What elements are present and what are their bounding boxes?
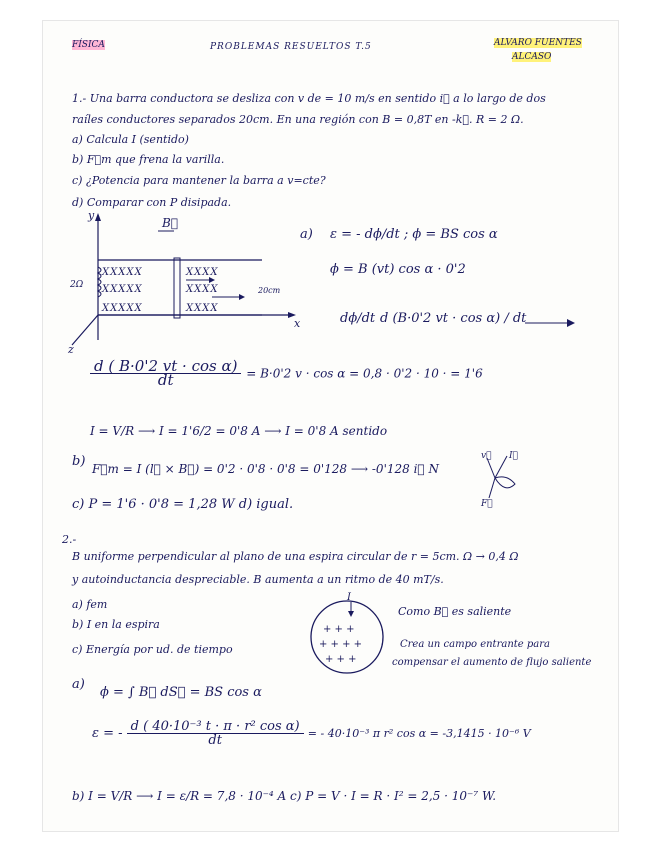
subject-tag: FÍSICA: [72, 40, 105, 50]
p1-eq-flux: ϕ = B (vt) cos α · 0'2: [330, 262, 466, 277]
svg-text:XXXX: XXXX: [186, 303, 219, 314]
problem1-question-a: a) Calcula I (sentido): [72, 133, 189, 146]
rail-bar-diagram: [62, 205, 302, 355]
diagram-axis-z: z: [68, 343, 74, 355]
problem2-question-b: b) I en la espira: [72, 618, 160, 631]
p2-note-line1: Como B⃗ es saliente: [398, 605, 512, 618]
p1-eq-power: c) P = 1'6 · 0'8 = 1,28 W d) igual.: [72, 497, 294, 512]
p1-answer-b-label: b): [72, 454, 86, 469]
p1-eq-derivative-mid: d (B·0'2 vt · cos α) / dt: [380, 311, 527, 326]
p2-eq-flux: ϕ = ∫ B⃗ dS⃗ = BS cos α: [100, 685, 262, 700]
p2-frac-num: d ( 40·10⁻³ t · π · r² cos α): [127, 720, 304, 734]
page-title: PROBLEMAS RESUELTOS T.5: [210, 42, 372, 52]
svg-text:XXXXX: XXXXX: [102, 303, 143, 314]
svg-text:+ + + +: + + + +: [319, 639, 363, 650]
sketch-label-f: F⃗: [481, 499, 493, 508]
problem1-question-d: d) Comparar con P disipada.: [72, 196, 232, 209]
problem2-number: 2.-: [62, 533, 77, 546]
problem2-question-a: a) fem: [72, 598, 108, 611]
diagram-axis-y: y: [88, 209, 95, 222]
p1-frac-den: dt: [157, 371, 174, 389]
sketch-label-i: I⃗: [509, 451, 518, 461]
author-name: ALVARO FUENTES: [494, 38, 582, 48]
force-vector-sketch: [465, 448, 525, 508]
p2-eq-current-power: b) I = V/R ⟶ I = ε/R = 7,8 · 10⁻⁴ A c) P = V · I = R · I² = 2,5 · 10⁻⁷ W.: [72, 789, 497, 803]
p2-emf-left: ε = -: [92, 726, 123, 741]
p1-answer-a-label: a): [300, 227, 313, 242]
p2-eq-emf: [92, 720, 531, 747]
p2-note-line3: compensar el aumento de flujo saliente: [392, 657, 592, 668]
diagram-axis-x: x: [294, 317, 301, 330]
diagram-distance-label: 20cm: [258, 286, 281, 295]
loop-current-label: I: [347, 592, 351, 603]
p1-frac-num: d ( B·0'2 vt · cos α): [90, 360, 241, 374]
sketch-label-v: v⃗: [481, 451, 492, 461]
p2-answer-a-label: a): [72, 677, 85, 692]
p1-eq-emf: ε = - dϕ/dt ; ϕ = BS cos α: [330, 227, 498, 242]
problem1-question-b: b) F⃗m que frena la varilla.: [72, 153, 225, 166]
p1-frac-result: = B·0'2 v · cos α = 0,8 · 0'2 · 10 · = 1'6: [246, 366, 483, 381]
svg-text:XXXXX: XXXXX: [102, 267, 143, 278]
problem1-statement-line1: 1.- Una barra conductora se desliza con v de = 10 m/s en sentido i⃗ a lo largo de dos: [72, 92, 546, 105]
p2-note-line2: Crea un campo entrante para: [400, 639, 550, 650]
diagram-resistance-label: 2Ω: [70, 280, 84, 290]
circular-loop-diagram: [305, 592, 390, 677]
p1-eq-derivative-result: [90, 357, 483, 389]
problem2-statement-line2: y autoinductancia despreciable. B aumenta a un ritmo de 40 mT/s.: [72, 573, 444, 586]
svg-text:XXXXX: XXXXX: [102, 284, 143, 295]
problem1-statement-line2: raíles conductores separados 20cm. En una región con B = 0,8T en -k⃗. R = 2 Ω.: [72, 113, 524, 126]
diagram-label-b: B⃗: [162, 216, 179, 230]
svg-text:XXXX: XXXX: [186, 284, 219, 295]
author-subtitle: ALCASO: [512, 52, 552, 62]
long-arrow: [525, 318, 575, 328]
problem2-statement-line1: B uniforme perpendicular al plano de una espira circular de r = 5cm. Ω → 0,4 Ω: [72, 550, 519, 563]
p2-emf-result: = - 40·10⁻³ π r² cos α = -3,1415 · 10⁻⁶ V: [307, 727, 531, 740]
problem1-question-c: c) ¿Potencia para mantener la barra a v=cte?: [72, 174, 326, 187]
svg-text:XXXX: XXXX: [186, 267, 219, 278]
p1-eq-current: I = V/R ⟶ I = 1'6/2 = 0'8 A ⟶ I = 0'8 A sentido: [90, 424, 388, 438]
problem2-question-c: c) Energía por ud. de tiempo: [72, 643, 233, 656]
p2-frac-den: dt: [208, 733, 222, 748]
svg-text:+ + +: + + +: [325, 654, 357, 665]
p1-eq-derivative-left: dϕ/dt: [340, 311, 376, 326]
p1-eq-force: F⃗m = I (l⃗ × B⃗) = 0'2 · 0'8 · 0'8 = 0'128 ⟶ -0'128 i⃗ N: [92, 462, 439, 476]
svg-text:+ + +: + + +: [323, 624, 355, 635]
